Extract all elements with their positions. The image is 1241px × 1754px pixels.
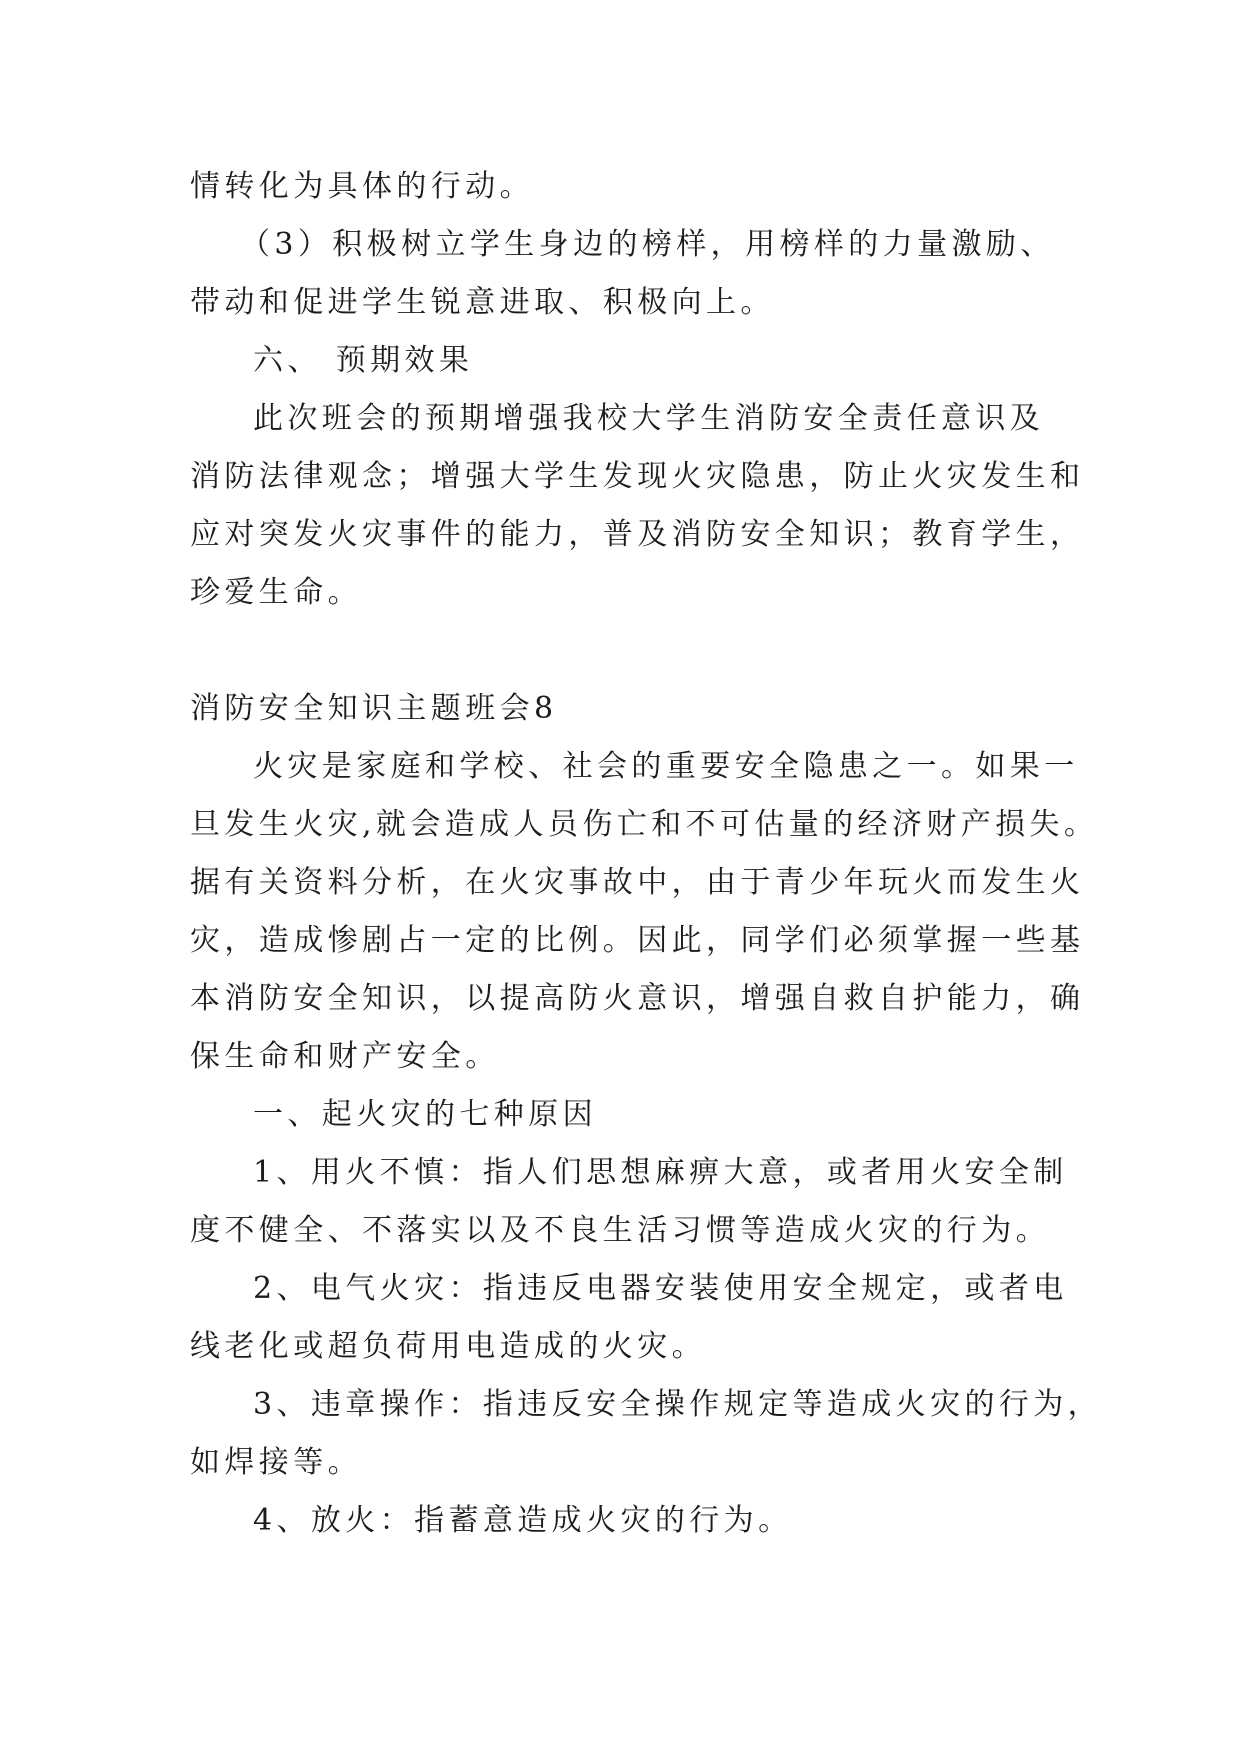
section-heading-expected-effect: 六、 预期效果 bbox=[253, 343, 474, 378]
list-item-3: （3）积极树立学生身边的榜样，用榜样的力量激励、 bbox=[240, 227, 1055, 262]
list-item-4: 4、放火：指蓄意造成火灾的行为。 bbox=[253, 1503, 793, 1538]
paragraph-line: 灾，造成惨剧占一定的比例。因此，同学们必须掌握一些基 bbox=[190, 923, 1085, 958]
paragraph-line: 据有关资料分析，在火灾事故中，由于青少年玩火而发生火 bbox=[190, 865, 1085, 900]
paragraph-line: 此次班会的预期增强我校大学生消防安全责任意识及 bbox=[253, 401, 1045, 436]
list-item-1: 1、用火不慎：指人们思想麻痹大意，或者用火安全制 bbox=[253, 1155, 1068, 1190]
section-heading-causes: 一、起火灾的七种原因 bbox=[253, 1097, 597, 1132]
paragraph-line: 应对突发火灾事件的能力，普及消防安全知识；教育学生， bbox=[190, 517, 1085, 552]
text-line: 带动和促进学生锐意进取、积极向上。 bbox=[190, 285, 775, 320]
paragraph-line: 如焊接等。 bbox=[190, 1445, 362, 1480]
paragraph-line: 度不健全、不落实以及不良生活习惯等造成火灾的行为。 bbox=[190, 1213, 1050, 1248]
paragraph-line: 本消防安全知识，以提高防火意识，增强自救自护能力，确 bbox=[190, 981, 1085, 1016]
list-item-3-violation: 3、违章操作：指违反安全操作规定等造成火灾的行为， bbox=[253, 1387, 1103, 1422]
paragraph-line: 线老化或超负荷用电造成的火灾。 bbox=[190, 1329, 706, 1364]
list-item-2: 2、电气火灾：指违反电器安装使用安全规定，或者电 bbox=[253, 1271, 1068, 1306]
paragraph-line: 旦发生火灾,就会造成人员伤亡和不可估量的经济财产损失。 bbox=[190, 807, 1099, 842]
paragraph-line: 火灾是家庭和学校、社会的重要安全隐患之一。如果一 bbox=[253, 749, 1079, 784]
paragraph-line: 保生命和财产安全。 bbox=[190, 1039, 500, 1074]
paragraph-line: 消防法律观念；增强大学生发现火灾隐患，防止火灾发生和 bbox=[190, 459, 1085, 494]
text-line: 情转化为具体的行动。 bbox=[190, 169, 534, 204]
document-title: 消防安全知识主题班会8 bbox=[190, 691, 558, 726]
paragraph-line: 珍爱生命。 bbox=[190, 575, 362, 610]
